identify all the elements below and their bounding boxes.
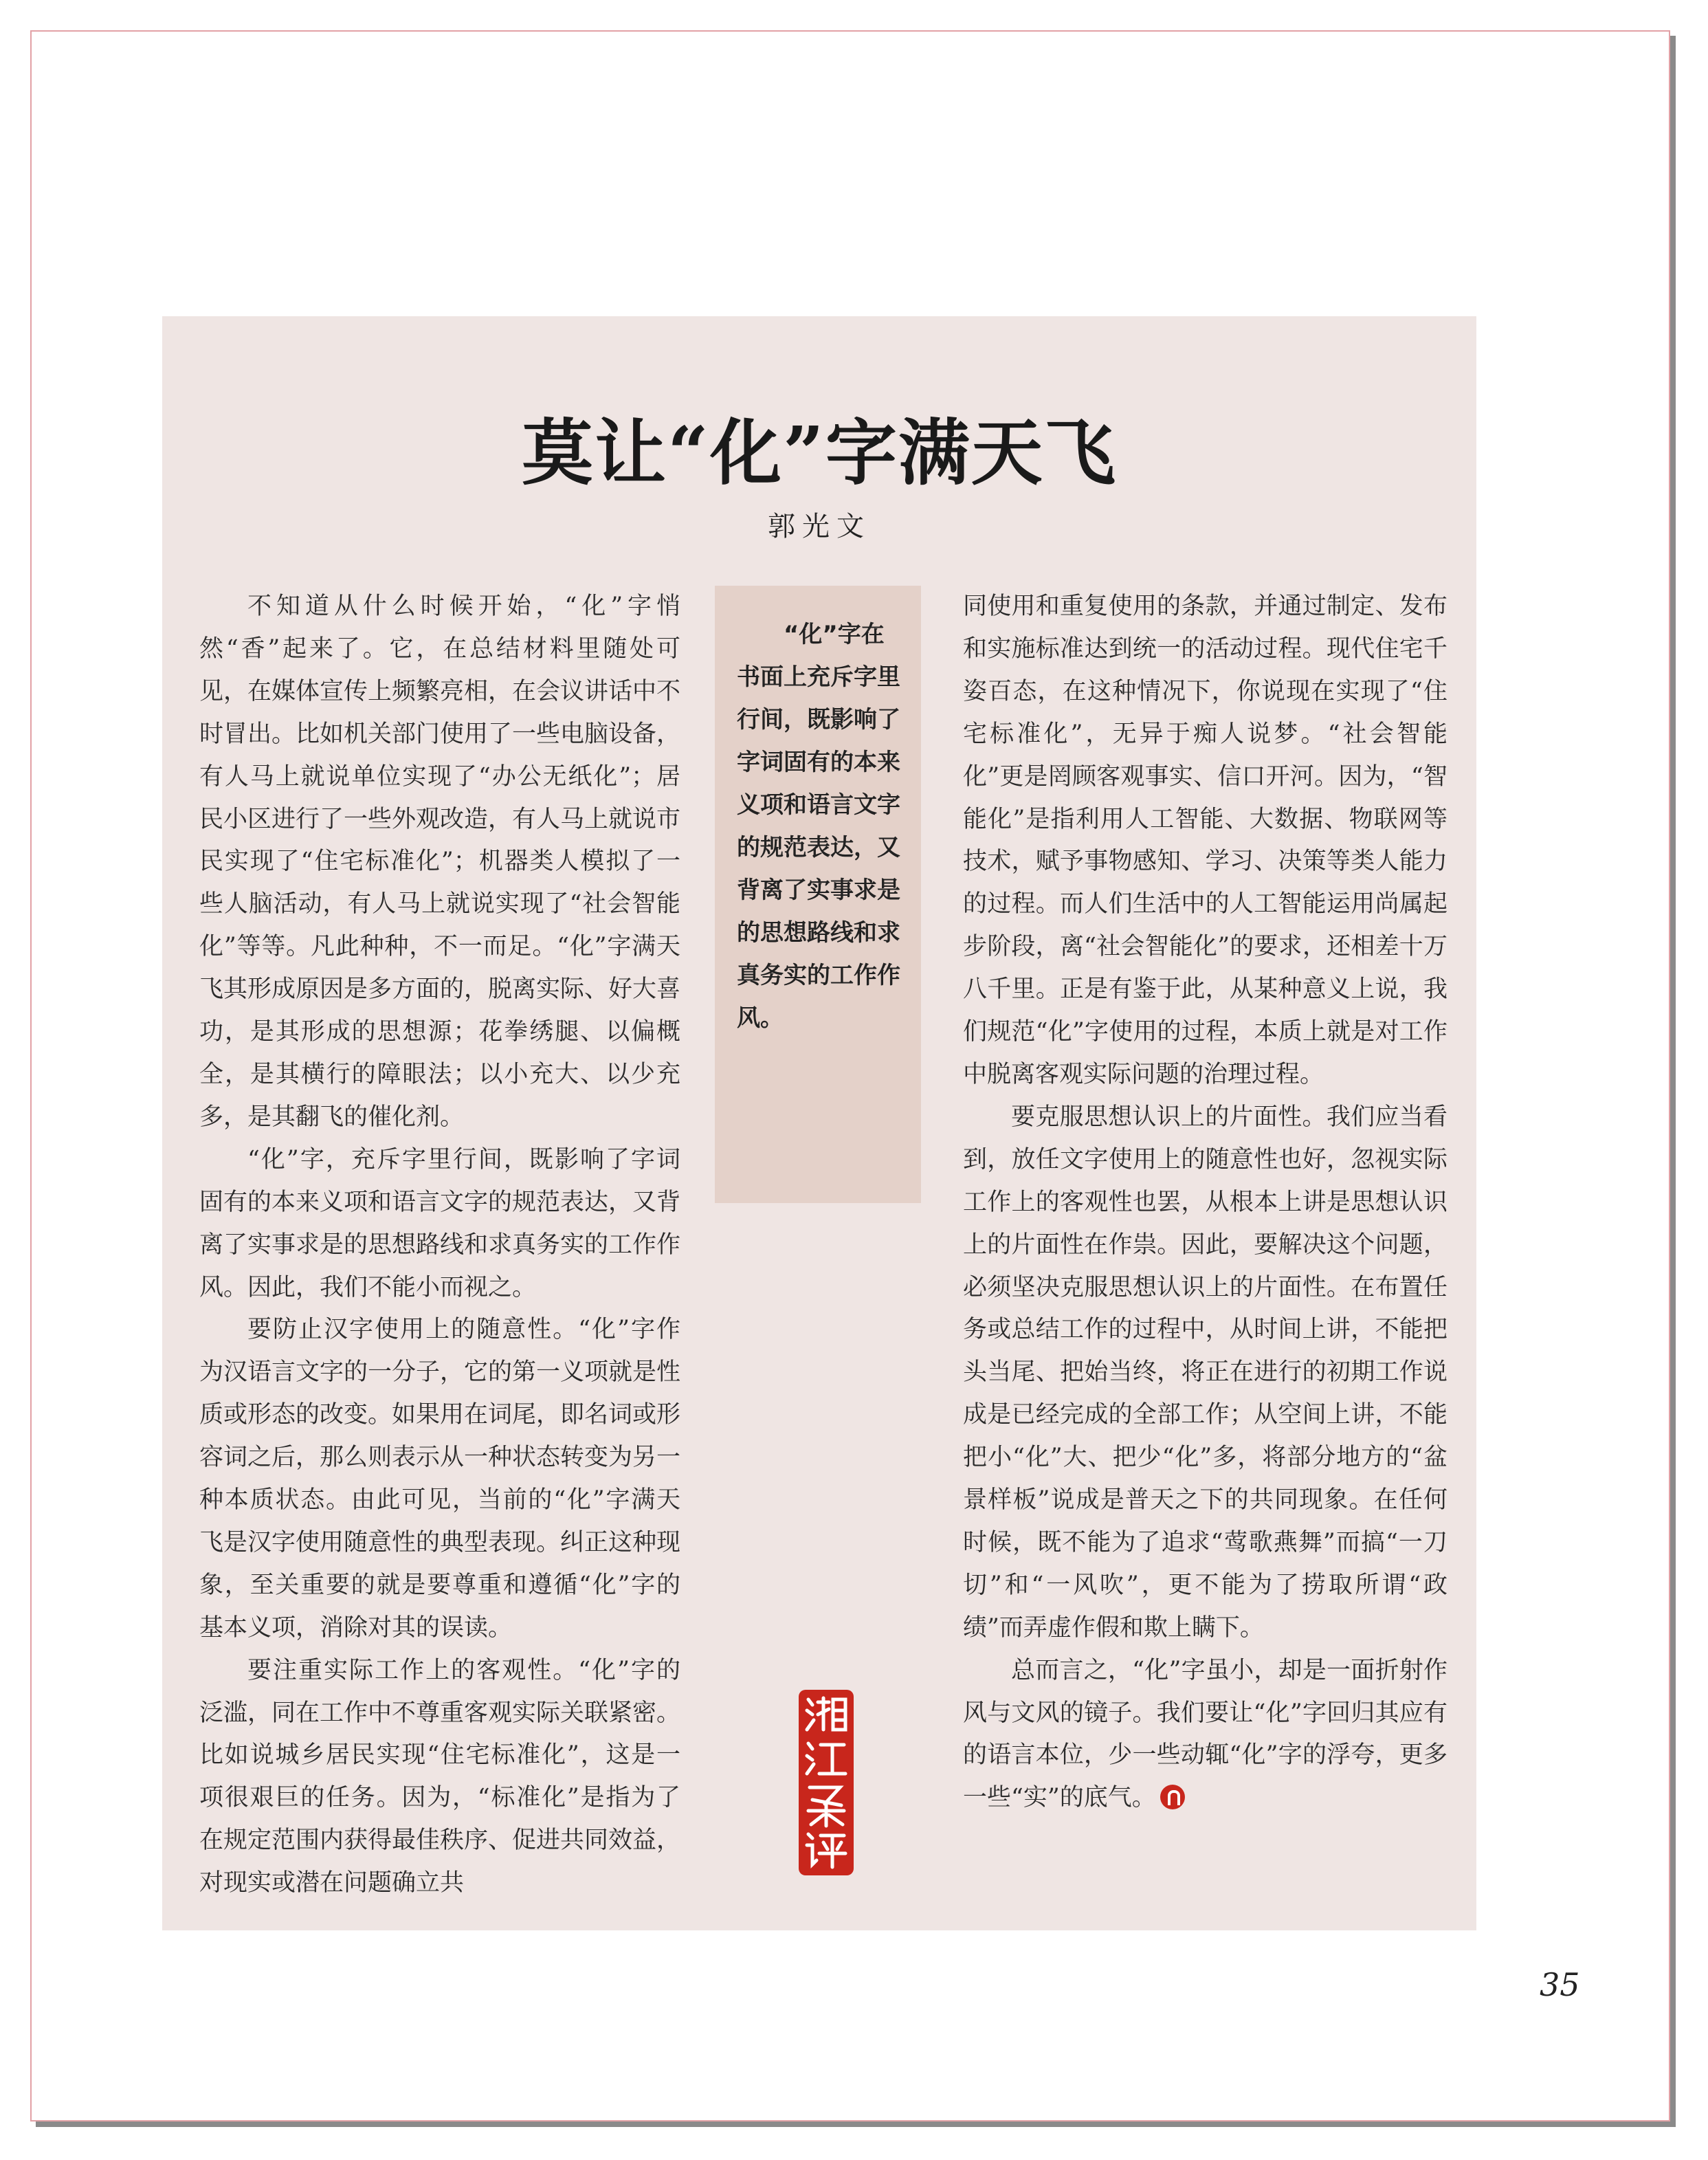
paragraph: “化”字，充斥字里行间，既影响了字词固有的本来义项和语言文字的规范表达，又背离了实事求是的思想路线和求真务实的工作作风。因此，我们不能小而视之。 bbox=[199, 1145, 681, 1301]
pull-quote bbox=[737, 613, 900, 1039]
right-column bbox=[963, 586, 1448, 1820]
article-title: 莫让“化”字满天飞 bbox=[522, 410, 1117, 495]
page-number: 35 bbox=[1540, 1966, 1580, 2003]
paragraph: 不知道从什么时候开始，“化”字悄然“香”起来了。它，在总结材料里随处可见，在媒体宣传上频繁亮相，在会议讲话中不时冒出。比如机关部门使用了一些电脑设备，有人马上就说单位实现了“办公无纸化”；居民小区进行了一些外观改造，有人马上就说市民实现了“住宅标准化”；机器类人模拟了一些人脑活动，有人马上就说实现了“社会智能化”等等。凡此种种，不一而足。“化”字满天飞其形成原因是多方面的，脱离实际、好大喜功，是其形成的思想源；花拳绣腿、以偏概全，是其横行的障眼法；以小充大、以少充多，是其翻飞的催化剂。 bbox=[199, 593, 681, 1131]
seal-glyph-icon bbox=[799, 1690, 854, 1875]
pull-quote-body: 书面上充斥字里行间，既影响了字词固有的本来义项和语言文字的规范表达，又背离了实事求是的思想路线和求真务实的工作作风。 bbox=[737, 663, 900, 1032]
pull-quote-first-line: “化”字在 bbox=[784, 621, 885, 648]
pull-quote-box bbox=[715, 586, 921, 1203]
paragraph: 要防止汉字使用上的随意性。“化”字作为汉语言文字的一分子，它的第一义项就是性质或形态的改变。如果用在词尾，即名词或形容词之后，那么则表示从一种状态转变为另一种本质状态。由此可见，当前的“化”字满天飞是汉字使用随意性的典型表现。纠正这种现象，至关重要的就是要尊重和遵循“化”字的基本义项，消除对其的误读。 bbox=[199, 1316, 681, 1642]
end-mark-icon bbox=[1160, 1785, 1185, 1809]
paragraph: 同使用和重复使用的条款，并通过制定、发布和实施标准达到统一的活动过程。现代住宅千姿百态，在这种情况下，你说现在实现了“住宅标准化”，无异于痴人说梦。“社会智能化”更是罔顾客观事实、信口开河。因为，“智能化”是指利用人工智能、大数据、物联网等技术，赋予事物感知、学习、决策等类人能力的过程。而人们生活中的人工智能运用尚属起步阶段，离“社会智能化”的要求，还相差十万八千里。正是有鉴于此，从某种意义上说，我们规范“化”字使用的过程，本质上就是对工作中脱离客观实际问题的治理过程。 bbox=[963, 593, 1448, 1088]
left-column bbox=[199, 586, 680, 1905]
seal-stamp bbox=[799, 1690, 854, 1875]
paragraph-text: 总而言之，“化”字虽小，却是一面折射作风与文风的镜子。我们要让“化”字回归其应有的语言本位，少一些动辄“化”字的浮夸，更多一些“实”的底气。 bbox=[963, 1656, 1448, 1812]
paragraph bbox=[963, 1650, 1448, 1820]
article-author: 郭光文 bbox=[768, 511, 871, 542]
article-panel bbox=[162, 316, 1476, 1930]
paragraph: 要注重实际工作上的客观性。“化”字的泛滥，同在工作中不尊重客观实际关联紧密。比如说城乡居民实现“住宅标准化”，这是一项很艰巨的任务。因为，“标准化”是指为了在规定范围内获得最佳秩序、促进共同效益，对现实或潜在问题确立共 bbox=[199, 1656, 681, 1897]
paragraph: 要克服思想认识上的片面性。我们应当看到，放任文字使用上的随意性也好，忽视实际工作上的客观性也罢，从根本上讲是思想认识上的片面性在作祟。因此，要解决这个问题，必须坚决克服思想认识上的片面性。在布置任务或总结工作的过程中，从时间上讲，不能把头当尾、把始当终，将正在进行的初期工作说成是已经完成的全部工作；从空间上讲，不能把小“化”大、把少“化”多，将部分地方的“盆景样板”说成是普天之下的共同现象。在任何时候，既不能为了追求“莺歌燕舞”而搞“一刀切”和“一风吹”，更不能为了捞取所谓“政绩”而弄虚作假和欺上瞒下。 bbox=[963, 1103, 1448, 1642]
